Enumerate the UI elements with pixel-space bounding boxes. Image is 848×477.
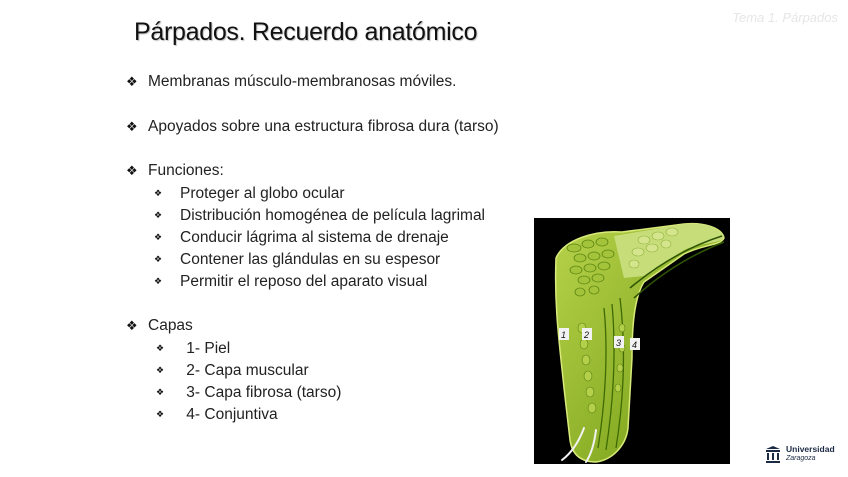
bullet-item xyxy=(126,117,499,137)
small-four-diamond-icon: ❖ xyxy=(154,232,163,242)
sub-bullet-text: 3- Capa fibrosa (tarso) xyxy=(182,384,342,401)
bullet-text: Membranas músculo-membranosas móviles. xyxy=(148,73,457,90)
sub-bullet-item xyxy=(156,338,230,359)
layer-label: 2 xyxy=(584,330,590,340)
sub-bullet-text: Permitir el reposo del aparato visual xyxy=(180,273,428,290)
sub-bullet-item xyxy=(156,404,278,425)
sub-bullet-text: Conducir lágrima al sistema de drenaje xyxy=(180,229,449,246)
page-title: Párpados. Recuerdo anatómico xyxy=(134,18,478,46)
sub-bullet-text: Proteger al globo ocular xyxy=(180,185,345,202)
bullet-item-funciones xyxy=(126,161,224,181)
small-four-diamond-icon: ❖ xyxy=(154,210,163,220)
small-four-diamond-icon: ❖ xyxy=(156,365,165,375)
bullet-text: Capas xyxy=(148,317,193,334)
small-four-diamond-icon: ❖ xyxy=(154,254,163,264)
sub-bullet-text: Distribución homogénea de película lagrimal xyxy=(180,207,486,224)
four-diamond-icon: ❖ xyxy=(126,74,138,89)
small-four-diamond-icon: ❖ xyxy=(156,409,165,419)
sub-bullet-text: 4- Conjuntiva xyxy=(182,406,278,423)
small-four-diamond-icon: ❖ xyxy=(156,343,165,353)
sub-bullet-item xyxy=(154,227,449,248)
four-diamond-icon: ❖ xyxy=(126,318,138,333)
four-diamond-icon: ❖ xyxy=(126,119,138,134)
sub-bullet-item xyxy=(156,382,341,403)
sub-bullet-item xyxy=(154,249,440,270)
logo-name: Universidad xyxy=(786,444,835,454)
header-tag: Tema 1. Párpados xyxy=(732,10,838,25)
small-four-diamond-icon: ❖ xyxy=(156,387,165,397)
eyelid-cross-section-image xyxy=(534,218,730,464)
bullet-text: Apoyados sobre una estructura fibrosa dura (tarso) xyxy=(148,118,499,135)
sub-bullet-item xyxy=(156,360,309,381)
layer-label: 1 xyxy=(561,330,567,340)
bullet-text: Funciones: xyxy=(148,162,224,179)
building-icon xyxy=(766,446,780,464)
sub-bullet-item xyxy=(154,205,485,226)
layer-label: 4 xyxy=(632,340,638,350)
small-four-diamond-icon: ❖ xyxy=(154,276,163,286)
bullet-item xyxy=(126,72,456,92)
layer-label: 3 xyxy=(616,338,622,348)
logo-city: Zaragoza xyxy=(786,455,816,462)
sub-bullet-item xyxy=(154,271,427,292)
four-diamond-icon: ❖ xyxy=(126,163,138,178)
small-four-diamond-icon: ❖ xyxy=(154,188,163,198)
sub-bullet-text: 1- Piel xyxy=(182,340,231,357)
sub-bullet-text: Contener las glándulas en su espesor xyxy=(180,251,441,268)
university-logo xyxy=(766,444,842,466)
sub-bullet-text: 2- Capa muscular xyxy=(182,362,309,379)
sub-bullet-item xyxy=(154,183,345,204)
bullet-item-capas xyxy=(126,316,193,336)
